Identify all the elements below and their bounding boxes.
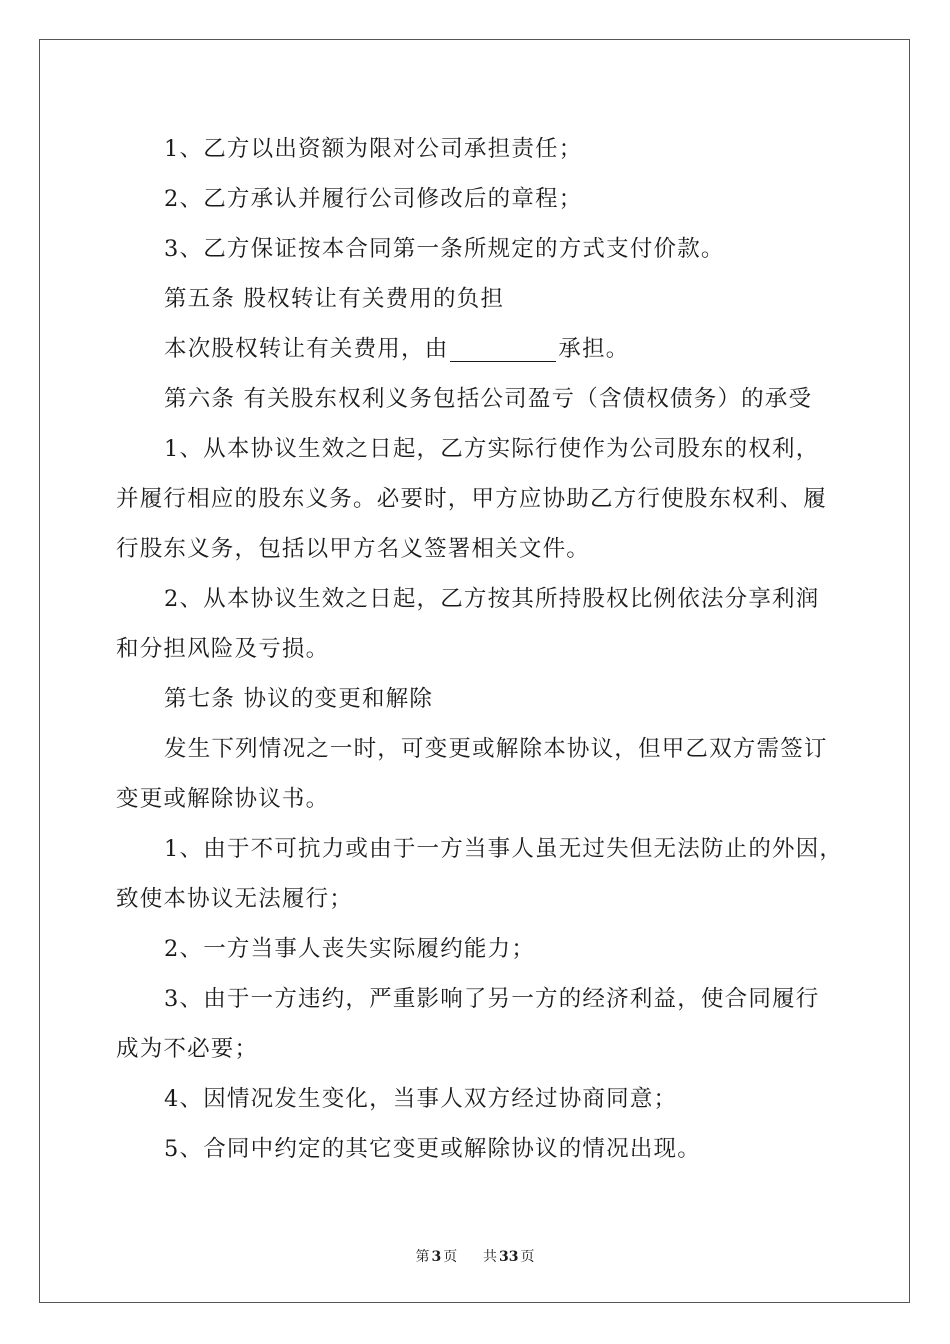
- page-footer: [0, 1248, 950, 1266]
- fill-in-blank: [450, 360, 556, 362]
- page-suffix: 页: [443, 1249, 458, 1265]
- paragraph-line: 和分担风险及亏损。: [116, 636, 330, 662]
- paragraph-line: 3、由于一方违约，严重影响了另一方的经济利益，使合同履行: [164, 986, 820, 1012]
- page-prefix: 第: [415, 1249, 430, 1265]
- paragraph-line: 4、因情况发生变化，当事人双方经过协商同意；: [164, 1086, 678, 1112]
- blank-suffix-text: 承担。: [558, 336, 630, 362]
- paragraph-line: 变更或解除协议书。: [116, 786, 330, 812]
- paragraph-line: 发生下列情况之一时，可变更或解除本协议，但甲乙双方需签订: [164, 736, 828, 762]
- paragraph-line: 2、从本协议生效之日起，乙方按其所持股权比例依法分享利润: [164, 586, 820, 612]
- blank-prefix-text: 本次股权转让有关费用，由: [164, 336, 449, 362]
- total-prefix: 共: [483, 1249, 498, 1265]
- paragraph-line: 致使本协议无法履行；: [116, 886, 354, 912]
- paragraph-line-with-blank: [164, 334, 630, 364]
- paragraph-line: 1、由于不可抗力或由于一方当事人虽无过失但无法防止的外因，: [164, 836, 844, 862]
- paragraph-line: 2、一方当事人丧失实际履约能力；: [164, 936, 536, 962]
- paragraph-line: 3、乙方保证按本合同第一条所规定的方式支付价款。: [164, 236, 725, 262]
- section-heading-5: 第五条 股权转让有关费用的负担: [164, 286, 505, 312]
- total-pages-indicator: [481, 1249, 536, 1265]
- paragraph-line: 成为不必要；: [116, 1036, 259, 1062]
- paragraph-line: 1、从本协议生效之日起，乙方实际行使作为公司股东的权利，: [164, 436, 820, 462]
- paragraph-line: 2、乙方承认并履行公司修改后的章程；: [164, 186, 583, 212]
- section-heading-7: 第七条 协议的变更和解除: [164, 686, 434, 712]
- page-indicator: [413, 1249, 459, 1265]
- paragraph-line: 5、合同中约定的其它变更或解除协议的情况出现。: [164, 1136, 701, 1162]
- paragraph-line: 并履行相应的股东义务。必要时，甲方应协助乙方行使股东权利、履: [116, 486, 828, 512]
- section-heading-6: 第六条 有关股东权利义务包括公司盈亏（含债权债务）的承受: [164, 386, 813, 412]
- paragraph-line: 行股东义务，包括以甲方名义签署相关文件。: [116, 536, 591, 562]
- page-number: 3: [431, 1249, 442, 1265]
- paragraph-line: 1、乙方以出资额为限对公司承担责任；: [164, 136, 583, 162]
- total-pages: 33: [499, 1249, 519, 1265]
- total-suffix: 页: [520, 1249, 535, 1265]
